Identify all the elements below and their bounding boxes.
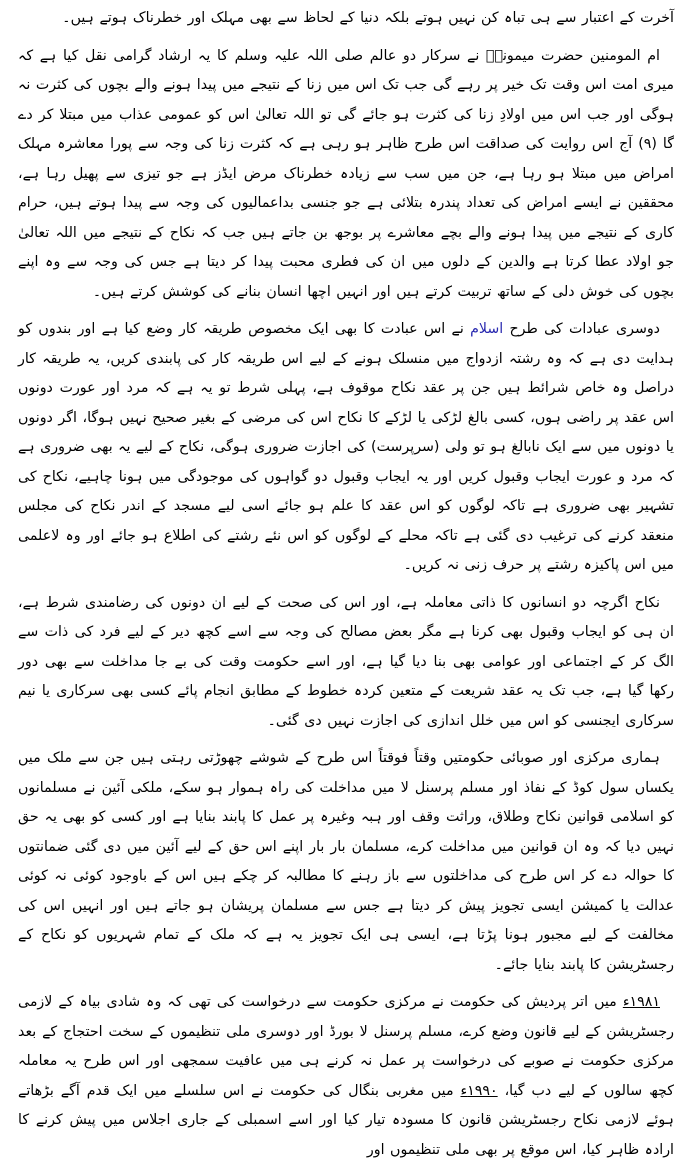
year-reference: ١٩٨١ء — [622, 994, 660, 1010]
paragraph — [18, 315, 674, 581]
paragraph — [18, 589, 674, 737]
paragraph — [18, 4, 674, 34]
paragraph-text: ام المومنین حضرت میمونہؓ نے سرکار دو عالم صلی اللہ علیہ وسلم کا یہ ارشاد گرامی نقل کیا ہے کہ میری امت اس وقت تک خیر پر رہے گی جب تک اس میں زنا کے نتیجے میں پیدا ہونے والے بچوں کی کثرت نہ ہوگی اور جب اس میں اولادِ زنا کی کثرت ہو جائے گی تو اللہ تعالیٰ اس کو عمومی عذاب میں مبتلا کر دے گا (۹) آج اس روایت کی صداقت اس طرح ظاہر ہو رہی ہے کہ کثرت زنا کی وجہ سے پورا معاشرہ مہلک امراض میں مبتلا ہو رہا ہے، جن میں سب سے زیادہ خطرناک مرض ایڈز ہے جو تیزی سے پھیل رہا ہے، محققین نے ایسے امراض کی تعداد پندرہ بتلائی ہے جو جنسی بداعمالیوں کی وجہ سے پیدا ہوتے ہیں، حرام کاری کے نتیجے میں پیدا ہونے والے بچے معاشرے پر بوجھ بن جاتے ہیں جب کہ نکاح کے نتیجے میں اللہ تعالیٰ جو اولاد عطا کرتا ہے والدین کے دلوں میں ان کی فطری محبت پیدا کر دیتا ہے جس کی وجہ سے وہ اپنے بچوں کی خوش دلی کے ساتھ تربیت کرتے ہیں اور انہیں اچھا انسان بنانے کی کوشش کرتے ہیں۔ — [18, 47, 674, 300]
paragraph — [18, 988, 674, 1165]
paragraph-text: میں اتر پردیش کی حکومت نے مرکزی حکومت سے درخواست کی تھی کہ وہ شادی بیاہ کے لازمی رجسٹریشن کے لیے قانون وضع کرے، مسلم پرسنل لا بورڈ اور دوسری ملی تنظیموں کے سخت احتجاج کے بعد مرکزی حکومت نے صوبے کی درخواست پر عمل نہ کرنے ہی میں عافیت سمجھی اور اس طرح یہ معاملہ کچھ سالوں کے لیے دب گیا، — [18, 994, 674, 1099]
paragraph-text: آخرت کے اعتبار سے ہی تباہ کن نہیں ہوتے بلکہ دنیا کے لحاظ سے بھی مہلک اور خطرناک ہوتے ہیں۔ — [62, 10, 674, 26]
paragraph-text: دوسری عبادات کی طرح — [503, 321, 660, 337]
paragraph — [18, 42, 674, 308]
paragraph-text: ہماری مرکزی اور صوبائی حکومتیں وقتاً فوقتاً اس طرح کے شوشے چھوڑتی رہتی ہیں جن سے ملک میں یکساں سول کوڈ کے نفاذ اور مسلم پرسنل لا میں مداخلت کی راہ ہموار ہو سکے، ملکی آئین نے مسلمانوں کو اسلامی قوانین نکاح وطلاق، وراثت وقف اور ہبہ وغیرہ پر عمل کا پابند بنایا ہے اور کسی کو بھی یہ حق نہیں دیا کہ وہ ان قوانین میں مداخلت کرے، مسلمان بار بار اپنے اس حق کے لیے آئین میں دی گئی ضمانتوں کا حوالہ دے کر اس طرح کی مداخلتوں سے باز رہنے کا مطالبہ کر چکے ہیں اس کے باوجود کوئی نہ کوئی عدالت یا کمیشن ایسی تجویز پیش کر دیتا ہے جس سے مسلمان پریشان ہو جاتے ہیں اور انہیں اس کی مخالفت کے لیے مجبور ہونا پڑتا ہے، ایسی ہی ایک تجویز یہ ہے کہ ملک کے تمام شہریوں کو نکاح کے رجسٹریشن کا پابند بنایا جائے۔ — [18, 750, 674, 973]
paragraph-text: نے اس عبادت کا بھی ایک مخصوص طریقہ کار وضع کیا ہے اور بندوں کو ہدایت دی ہے کہ وہ رشتہ ازدواج میں منسلک ہونے کے لیے اس طریقہ کار کی پابندی کریں، یہ طریقہ کار دراصل وہ خاص شرائط ہیں جن پر عقد نکاح موقوف ہے، پہلی شرط تو یہ ہے کہ مرد اور عورت دونوں اس عقد پر راضی ہوں، کسی بالغ لڑکی یا لڑکے کا نکاح اس کی مرضی کے بغیر صحیح نہیں ہوگا، اگر دونوں یا دونوں میں سے ایک نابالغ ہو تو ولی (سرپرست) کی اجازت ضروری ہوگی، نکاح کے لیے یہ بھی ضروری ہے کہ مرد و عورت ایجاب وقبول کریں اور یہ ایجاب وقبول دو گواہوں کی موجودگی میں ہونا چاہیے، نکاح کی تشہیر بھی ضروری ہے تاکہ لوگوں کو اس عقد کا علم ہو جائے اسی لیے مسجد کے اندر نکاح کی مجلس منعقد کرنے کی ترغیب دی گئی ہے تاکہ محلے کے لوگوں کو اس نئے رشتے کی اطلاع ہو جائے اور وہ لاعلمی میں اس پاکیزہ رشتے پر حرف زنی نہ کریں۔ — [18, 321, 674, 573]
paragraph — [18, 744, 674, 980]
year-reference: ١٩٩٠ء — [460, 1082, 498, 1099]
paragraph-text: نکاح اگرچہ دو انسانوں کا ذاتی معاملہ ہے، اور اس کی صحت کے لیے ان دونوں کی رضامندی شرط ہے، ان ہی کو ایجاب وقبول بھی کرنا ہے مگر بعض مصالح کی وجہ سے اسے کچھ دیر کے لیے فرد کی ذات سے الگ کر کے اجتماعی اور عوامی بھی بنا دیا گیا ہے، اور اسے حکومت وقت کی بے جا مداخلت سے بھی دور رکھا گیا ہے، جب تک یہ عقد شریعت کے متعین کردہ خطوط کے مطابق انجام پائے کسی بھی سرکاری یا نیم سرکاری ایجنسی کو اس میں خلل اندازی کی اجازت نہیں دی گئی۔ — [18, 594, 674, 729]
paragraph-text: میں مغربی بنگال کی حکومت نے اس سلسلے میں ایک قدم آگے بڑھاتے ہوئے لازمی نکاح رجسٹریشن قانون کا مسودہ تیار کیا اور اسے اسمبلی کے جاری اجلاس میں پیش کرنے کا ارادہ ظاہر کیا، اس موقع پر بھی ملی تنظیموں اور — [18, 1082, 674, 1158]
highlighted-term: اسلام — [470, 321, 504, 337]
